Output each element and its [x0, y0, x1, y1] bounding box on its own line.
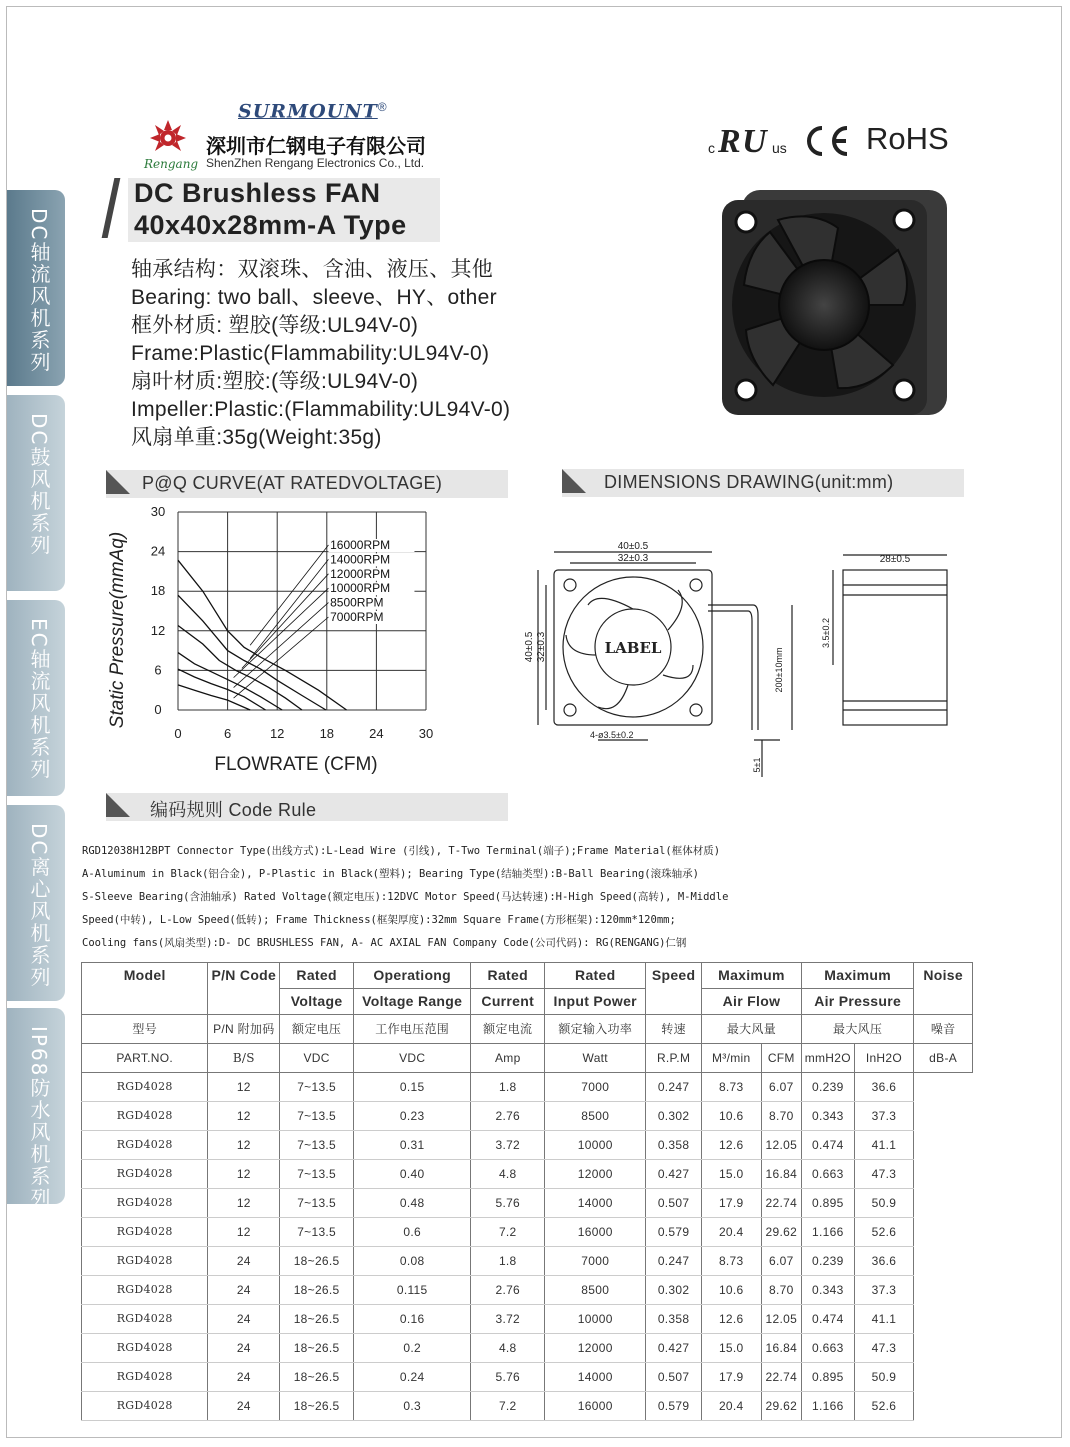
- cell-voltage-range: 7~13.5: [280, 1218, 354, 1247]
- cell-voltage-range: 7~13.5: [280, 1102, 354, 1131]
- series-line: [178, 560, 347, 710]
- unit-cell: VDC: [280, 1044, 354, 1073]
- cell-voltage-range: 18~26.5: [280, 1305, 354, 1334]
- cell-speed: 10000: [545, 1131, 646, 1160]
- code-rule-line: Speed(中转), L-Low Speed(低转); Frame Thickness(框架厚度):32mm Square Frame(方形框架):120mm*120mm;: [82, 914, 676, 926]
- cell-airflow-cfm: 12.6: [701, 1305, 761, 1334]
- section-label: DIMENSIONS DRAWING(unit:mm): [604, 472, 894, 492]
- cell-speed: 7000: [545, 1247, 646, 1276]
- svg-text:us: us: [772, 140, 787, 156]
- spec-table: [81, 962, 973, 1421]
- cell-airflow-cfm: 10.6: [701, 1276, 761, 1305]
- cell-voltage-range: 7~13.5: [280, 1189, 354, 1218]
- cell-model: RGD4028: [82, 1334, 208, 1363]
- dim-width-holes: 32±0.3: [617, 553, 649, 564]
- cell-rated-voltage: 24: [208, 1305, 280, 1334]
- code-rule-line: Cooling fans(风扇类型):D- DC BRUSHLESS FAN, A- AC AXIAL FAN Company Code(公司代码): RG(RENGANG)仁钢: [82, 937, 687, 949]
- x-tick-label: 6: [223, 726, 232, 741]
- cell-rated-voltage: 12: [208, 1218, 280, 1247]
- header-input-power: Rated: [545, 963, 646, 989]
- chart-x-axis-label: FLOWRATE (CFM): [214, 754, 378, 775]
- table-row: [82, 1392, 973, 1421]
- cell-power: 5.76: [471, 1363, 545, 1392]
- cell-rated-voltage: 12: [208, 1102, 280, 1131]
- cell-noise: 36.6: [854, 1247, 914, 1276]
- cn-header-cell: 额定输入功率: [545, 1015, 646, 1044]
- dimensions-drawing: [518, 535, 968, 780]
- cell-airflow-m3: 0.427: [646, 1334, 702, 1363]
- cell-power: 4.8: [471, 1334, 545, 1363]
- cell-noise: 50.9: [854, 1189, 914, 1218]
- svg-text:c: c: [708, 140, 715, 156]
- cell-airflow-cfm: 20.4: [701, 1218, 761, 1247]
- cell-pressure-inh2o: 0.474: [802, 1305, 855, 1334]
- cell-pressure-mmh2o: 29.62: [761, 1392, 801, 1421]
- unit-cell: M³/min: [701, 1044, 761, 1073]
- cell-pressure-mmh2o: 16.84: [761, 1334, 801, 1363]
- cell-speed: 16000: [545, 1392, 646, 1421]
- side-tab-label: IP68防水风机系列: [27, 1026, 51, 1210]
- company-name-en: ShenZhen Rengang Electronics Co., Ltd.: [206, 156, 425, 170]
- cn-header-cell: 最大风量: [701, 1015, 801, 1044]
- x-tick-label: 24: [369, 726, 384, 741]
- cell-airflow-m3: 0.302: [646, 1102, 702, 1131]
- cell-airflow-m3: 0.427: [646, 1160, 702, 1189]
- brand-name: SURMOUNT: [238, 100, 378, 123]
- cell-noise: 36.6: [854, 1073, 914, 1102]
- section-label: P@Q CURVE(AT RATEDVOLTAGE): [142, 473, 443, 493]
- spec-impeller-en: Impeller:Plastic:(Flammability:UL94V-0): [131, 398, 511, 421]
- cell-current: 0.31: [354, 1131, 471, 1160]
- header-operating-voltage-2: Voltage Range: [354, 989, 471, 1015]
- header-operating-voltage: Operationg: [354, 963, 471, 989]
- cell-pressure-mmh2o: 6.07: [761, 1247, 801, 1276]
- x-tick-label: 12: [269, 726, 285, 741]
- cell-speed: 12000: [545, 1160, 646, 1189]
- cell-power: 2.76: [471, 1276, 545, 1305]
- cell-noise: 47.3: [854, 1334, 914, 1363]
- cell-voltage-range: 18~26.5: [280, 1276, 354, 1305]
- y-tick-label: 12: [150, 622, 166, 638]
- y-tick-label: 0: [154, 702, 162, 717]
- table-row: [82, 1247, 973, 1276]
- cell-airflow-cfm: 8.73: [701, 1073, 761, 1102]
- unit-cell: R.P.M: [646, 1044, 702, 1073]
- unit-cell: dB-A: [914, 1044, 973, 1073]
- cell-airflow-m3: 0.507: [646, 1189, 702, 1218]
- cell-airflow-m3: 0.579: [646, 1218, 702, 1247]
- cell-rated-voltage: 24: [208, 1392, 280, 1421]
- cell-airflow-cfm: 17.9: [701, 1363, 761, 1392]
- cell-current: 0.08: [354, 1247, 471, 1276]
- cell-speed: 7000: [545, 1073, 646, 1102]
- legend-leader-line: [250, 559, 328, 658]
- legend-entry: 10000RPM: [330, 581, 391, 596]
- dim-lead-length: 200±10mm: [774, 647, 784, 693]
- header-air-pressure: Maximum: [802, 963, 914, 989]
- side-tab-dc-centrifugal[interactable]: [7, 805, 65, 1001]
- cell-pressure-inh2o: 0.239: [802, 1247, 855, 1276]
- cell-speed: 8500: [545, 1276, 646, 1305]
- table-row: [82, 1334, 973, 1363]
- cn-header-cell: 最大风压: [802, 1015, 914, 1044]
- cell-power: 4.8: [471, 1160, 545, 1189]
- cell-power: 7.2: [471, 1392, 545, 1421]
- cell-model: RGD4028: [82, 1363, 208, 1392]
- pn-code-value: B/S: [208, 1044, 280, 1073]
- cell-pressure-mmh2o: 8.70: [761, 1276, 801, 1305]
- cell-noise: 41.1: [854, 1305, 914, 1334]
- cell-rated-voltage: 24: [208, 1363, 280, 1392]
- x-tick-label: 0: [174, 726, 182, 741]
- cell-noise: 37.3: [854, 1276, 914, 1305]
- svg-text:Rengang: Rengang: [144, 157, 199, 171]
- cell-rated-voltage: 12: [208, 1131, 280, 1160]
- header-rated-current-2: Current: [471, 989, 545, 1015]
- cell-airflow-cfm: 20.4: [701, 1392, 761, 1421]
- cell-pressure-mmh2o: 16.84: [761, 1160, 801, 1189]
- header-air-pressure-2: Air Pressure: [802, 989, 914, 1015]
- x-tick-label: 18: [319, 726, 335, 741]
- cell-pressure-mmh2o: 6.07: [761, 1073, 801, 1102]
- cell-airflow-m3: 0.579: [646, 1392, 702, 1421]
- cell-voltage-range: 18~26.5: [280, 1392, 354, 1421]
- section-header-code-rule: [106, 793, 508, 821]
- cell-model: RGD4028: [82, 1276, 208, 1305]
- code-rule-line: A-Aluminum in Black(铝合金), P-Plastic in Black(塑料); Bearing Type(结轴类型):B-Ball Bearing(滚珠轴承): [82, 868, 699, 880]
- cell-speed: 8500: [545, 1102, 646, 1131]
- side-tab-ip68[interactable]: [7, 1008, 65, 1210]
- cell-rated-voltage: 24: [208, 1247, 280, 1276]
- section-header-dimensions: [562, 469, 964, 497]
- x-tick-label: 30: [418, 726, 434, 741]
- cell-pressure-inh2o: 1.166: [802, 1392, 855, 1421]
- cell-rated-voltage: 12: [208, 1073, 280, 1102]
- cell-speed: 12000: [545, 1334, 646, 1363]
- ul-cert-icon: [708, 120, 792, 165]
- cell-pressure-mmh2o: 12.05: [761, 1305, 801, 1334]
- table-row: [82, 1218, 973, 1247]
- cell-power: 1.8: [471, 1247, 545, 1276]
- side-tab-ec-axial[interactable]: [7, 600, 65, 796]
- chart-y-axis-label: Static Pressure(mmAq): [107, 531, 128, 729]
- cell-noise: 52.6: [854, 1218, 914, 1247]
- table-cn-header-row: [82, 1015, 973, 1044]
- cell-airflow-m3: 0.358: [646, 1131, 702, 1160]
- side-tab-label: DC轴流风机系列: [27, 208, 51, 374]
- header-rated-current: Rated: [471, 963, 545, 989]
- cell-power: 3.72: [471, 1131, 545, 1160]
- code-rule-text: [82, 840, 728, 955]
- cell-current: 0.23: [354, 1102, 471, 1131]
- cell-airflow-cfm: 10.6: [701, 1102, 761, 1131]
- dim-lead-strip: 5±1: [752, 757, 762, 773]
- cell-power: 3.72: [471, 1305, 545, 1334]
- section-header-pq: [106, 470, 508, 498]
- table-row: [82, 1160, 973, 1189]
- cell-pressure-mmh2o: 22.74: [761, 1189, 801, 1218]
- legend-entry: 7000RPM: [330, 610, 384, 624]
- cell-model: RGD4028: [82, 1247, 208, 1276]
- section-label: 编码规则 Code Rule: [150, 800, 317, 820]
- dim-flange: 3.5±0.2: [821, 618, 831, 648]
- chart-curves: [178, 560, 347, 710]
- pq-curve-chart: [95, 500, 455, 790]
- series-line: [178, 626, 302, 711]
- spec-bearing-en: Bearing: two ball、sleeve、HY、other: [131, 286, 497, 309]
- brand-logo: [238, 100, 387, 122]
- cell-voltage-range: 18~26.5: [280, 1363, 354, 1392]
- cell-current: 0.48: [354, 1189, 471, 1218]
- cell-pressure-mmh2o: 12.05: [761, 1131, 801, 1160]
- product-title-line2: 40x40x28mm-A Type: [134, 210, 407, 240]
- cell-voltage-range: 7~13.5: [280, 1131, 354, 1160]
- cell-airflow-cfm: 8.73: [701, 1247, 761, 1276]
- header-speed: Speed: [646, 963, 702, 1015]
- svg-text:U: U: [742, 123, 767, 160]
- header-noise: Noise: [914, 963, 973, 1015]
- cell-model: RGD4028: [82, 1218, 208, 1247]
- side-tab-label: DC鼓风机系列: [27, 413, 51, 557]
- table-row: [82, 1131, 973, 1160]
- cell-voltage-range: 7~13.5: [280, 1073, 354, 1102]
- dim-thickness: 28±0.5: [879, 554, 911, 565]
- cell-pressure-mmh2o: 22.74: [761, 1363, 801, 1392]
- product-title-line1: DC Brushless FAN: [134, 178, 381, 208]
- legend-entry: 12000RPM: [330, 566, 391, 581]
- cell-current: 0.15: [354, 1073, 471, 1102]
- cell-airflow-m3: 0.507: [646, 1363, 702, 1392]
- header-pn-code: P/N Code: [208, 963, 280, 1015]
- cell-power: 5.76: [471, 1189, 545, 1218]
- cell-power: 2.76: [471, 1102, 545, 1131]
- cell-voltage-range: 18~26.5: [280, 1334, 354, 1363]
- cell-pressure-mmh2o: 29.62: [761, 1218, 801, 1247]
- cell-speed: 16000: [545, 1218, 646, 1247]
- side-tab-dc-blower[interactable]: [7, 395, 65, 591]
- header-input-power-2: Input Power: [545, 989, 646, 1015]
- cell-noise: 52.6: [854, 1392, 914, 1421]
- y-tick-label: 6: [154, 662, 162, 678]
- cell-current: 0.6: [354, 1218, 471, 1247]
- unit-cell: PART.NO.: [82, 1044, 208, 1073]
- cell-rated-voltage: 12: [208, 1189, 280, 1218]
- fan-product-photo: [718, 180, 973, 425]
- dim-mount-hole: 4-ø3.5±0.2: [590, 730, 634, 740]
- cell-current: 0.2: [354, 1334, 471, 1363]
- registered-mark: ®: [377, 100, 387, 114]
- company-name-cn: 深圳市仁钢电子有限公司: [206, 134, 426, 158]
- unit-cell: Watt: [545, 1044, 646, 1073]
- cn-header-cell: 工作电压范围: [354, 1015, 471, 1044]
- cell-pressure-mmh2o: 8.70: [761, 1102, 801, 1131]
- table-row: [82, 1363, 973, 1392]
- code-rule-line: RGD12038H12BPT Connector Type(出线方式):L-Lead Wire (引线), T-Two Terminal(端子);Frame Material(框体材质): [82, 845, 721, 857]
- legend-leader-line: [234, 588, 329, 677]
- cell-pressure-inh2o: 0.343: [802, 1102, 855, 1131]
- cell-pressure-inh2o: 0.343: [802, 1276, 855, 1305]
- legend-entry: 16000RPM: [330, 538, 391, 552]
- legend-leader-line: [234, 603, 329, 688]
- spec-bearing-cn: 轴承结构：双滚珠、含油、液压、其他: [131, 258, 494, 281]
- cell-model: RGD4028: [82, 1073, 208, 1102]
- legend-entry: 8500RPM: [330, 595, 384, 610]
- series-line: [178, 685, 250, 710]
- dim-height-outer: 40±0.5: [524, 631, 535, 663]
- dim-height-holes: 32±0.3: [536, 631, 547, 663]
- y-tick-label: 24: [150, 543, 166, 559]
- side-tab-label: DC离心风机系列: [27, 823, 51, 989]
- cell-model: RGD4028: [82, 1189, 208, 1218]
- side-tab-dc-axial[interactable]: [7, 190, 65, 386]
- cn-header-cell: 额定电流: [471, 1015, 545, 1044]
- cell-rated-voltage: 12: [208, 1160, 280, 1189]
- cell-pressure-inh2o: 0.663: [802, 1160, 855, 1189]
- legend-leader-line: [234, 617, 329, 698]
- cell-noise: 50.9: [854, 1363, 914, 1392]
- cell-power: 1.8: [471, 1073, 545, 1102]
- unit-cell: Amp: [471, 1044, 545, 1073]
- cell-rated-voltage: 24: [208, 1276, 280, 1305]
- legend-entry: 14000RPM: [330, 552, 391, 567]
- cell-noise: 41.1: [854, 1131, 914, 1160]
- chart-legend: [234, 538, 415, 698]
- table-row: [82, 1305, 973, 1334]
- ce-mark-icon: [802, 124, 852, 158]
- cell-current: 0.24: [354, 1363, 471, 1392]
- spec-impeller-cn: 扇叶材质:塑胶:(等级:UL94V-0): [131, 370, 419, 393]
- table-row: [82, 1073, 973, 1102]
- cell-pressure-inh2o: 1.166: [802, 1218, 855, 1247]
- cell-speed: 10000: [545, 1305, 646, 1334]
- cell-airflow-cfm: 15.0: [701, 1160, 761, 1189]
- spec-weight: 风扇单重:35g(Weight:35g): [131, 426, 382, 449]
- y-tick-label: 18: [150, 583, 166, 599]
- rohs-mark: RoHS: [866, 121, 949, 156]
- cell-model: RGD4028: [82, 1305, 208, 1334]
- cell-rated-voltage: 24: [208, 1334, 280, 1363]
- cell-pressure-inh2o: 0.239: [802, 1073, 855, 1102]
- cn-header-cell: 噪音: [914, 1015, 973, 1044]
- cell-airflow-m3: 0.247: [646, 1247, 702, 1276]
- cell-voltage-range: 7~13.5: [280, 1160, 354, 1189]
- header-rated-voltage: Rated: [280, 963, 354, 989]
- title-box: [128, 178, 440, 242]
- cell-voltage-range: 18~26.5: [280, 1247, 354, 1276]
- cell-current: 0.16: [354, 1305, 471, 1334]
- company-emblem-icon: [140, 118, 202, 174]
- cell-airflow-m3: 0.358: [646, 1305, 702, 1334]
- cn-header-cell: 额定电压: [280, 1015, 354, 1044]
- cell-airflow-cfm: 15.0: [701, 1334, 761, 1363]
- cn-header-cell: 型号: [82, 1015, 208, 1044]
- header-air-flow: Maximum: [701, 963, 801, 989]
- cell-model: RGD4028: [82, 1392, 208, 1421]
- cell-pressure-inh2o: 0.895: [802, 1189, 855, 1218]
- cell-pressure-inh2o: 0.474: [802, 1131, 855, 1160]
- cell-noise: 37.3: [854, 1102, 914, 1131]
- unit-cell: InH2O: [854, 1044, 914, 1073]
- code-rule-line: S-Sleeve Bearing(含油轴承) Rated Voltage(额定电压):12DVC Motor Speed(马达转速):H-High Speed(高转), M-Middle: [82, 891, 729, 903]
- cell-current: 0.3: [354, 1392, 471, 1421]
- table-row: [82, 1102, 973, 1131]
- dim-fan-label: LABEL: [604, 639, 662, 657]
- legend-leader-line: [250, 545, 328, 645]
- table-row: [82, 1276, 973, 1305]
- cell-speed: 14000: [545, 1363, 646, 1392]
- cell-noise: 47.3: [854, 1160, 914, 1189]
- header-air-flow-2: Air Flow: [701, 989, 801, 1015]
- cell-airflow-m3: 0.302: [646, 1276, 702, 1305]
- spec-list: [131, 256, 510, 452]
- cn-header-cell: 转速: [646, 1015, 702, 1044]
- table-units-row: [82, 1044, 973, 1073]
- cell-current: 0.40: [354, 1160, 471, 1189]
- cell-pressure-inh2o: 0.663: [802, 1334, 855, 1363]
- cell-model: RGD4028: [82, 1102, 208, 1131]
- cell-airflow-cfm: 12.6: [701, 1131, 761, 1160]
- cell-model: RGD4028: [82, 1131, 208, 1160]
- cell-airflow-cfm: 17.9: [701, 1189, 761, 1218]
- y-tick-label: 30: [150, 504, 166, 519]
- spec-frame-cn: 框外材质: 塑胶(等级:UL94V-0): [131, 314, 419, 337]
- header-model: Model: [82, 963, 208, 1015]
- unit-cell: VDC: [354, 1044, 471, 1073]
- unit-cell: CFM: [761, 1044, 801, 1073]
- spec-frame-en: Frame:Plastic(Flammability:UL94V-0): [131, 342, 490, 365]
- cell-current: 0.115: [354, 1276, 471, 1305]
- side-tab-label: EC轴流风机系列: [27, 618, 51, 781]
- cell-pressure-inh2o: 0.895: [802, 1363, 855, 1392]
- cell-power: 7.2: [471, 1218, 545, 1247]
- unit-cell: mmH2O: [802, 1044, 855, 1073]
- cell-speed: 14000: [545, 1189, 646, 1218]
- header-rated-voltage-2: Voltage: [280, 989, 354, 1015]
- cell-model: RGD4028: [82, 1160, 208, 1189]
- cell-airflow-m3: 0.247: [646, 1073, 702, 1102]
- dim-width-outer: 40±0.5: [617, 541, 649, 552]
- table-row: [82, 1189, 973, 1218]
- cn-header-cell: P/N 附加码: [208, 1015, 280, 1044]
- svg-text:R: R: [718, 123, 741, 160]
